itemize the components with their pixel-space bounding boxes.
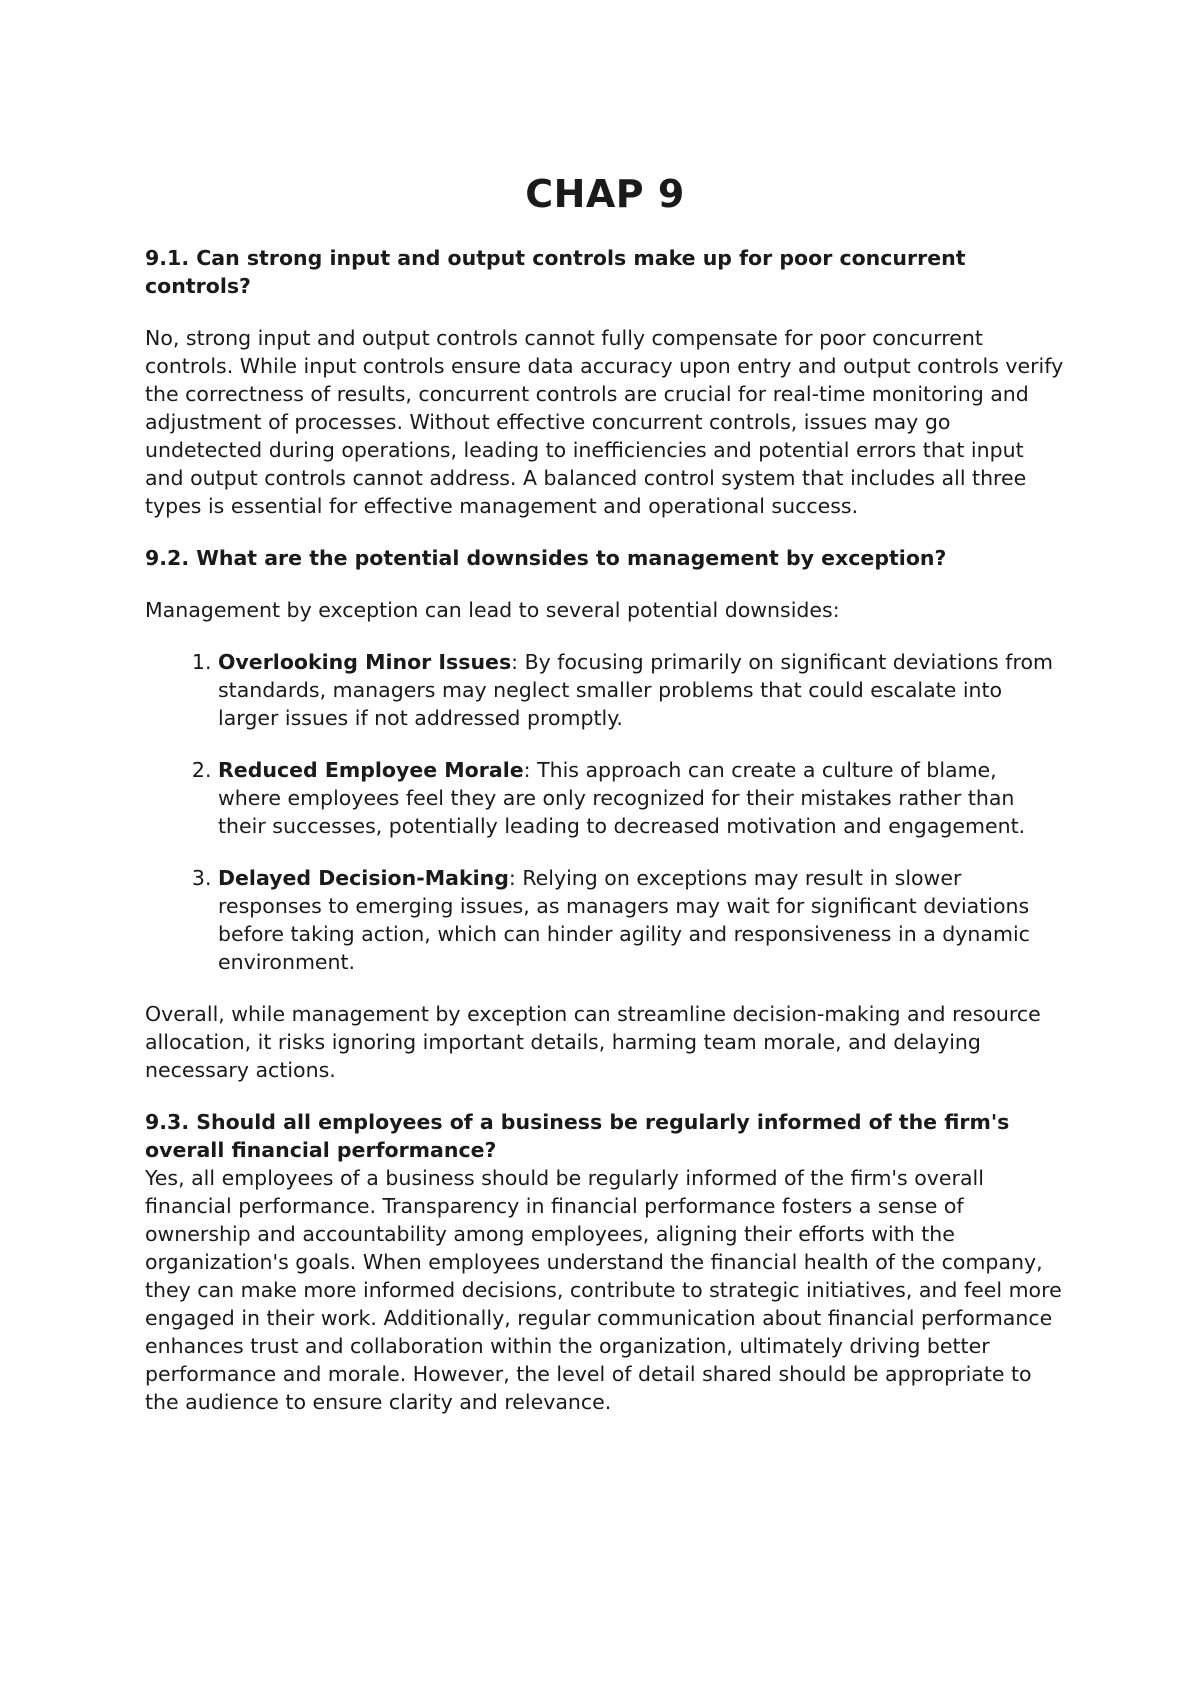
list-item-text: : This approach can create a culture of blame, where employees feel they are only recognized for their mistakes rather than their successes, potentially leading to decreased motivation and engagement.: [218, 758, 1026, 838]
answer-9-3: Yes, all employees of a business should be regularly informed of the firm's overall financial performance. Transparency in financial performance fosters a sense of ownership and accountability among employees, aligning their efforts with the organization's goals. When employees understand the financial health of the company, they can make more informed decisions, contribute to strategic initiatives, and feel more engaged in their work. Additionally, regular communication about financial performance enhances trust and collaboration within the organization, ultimately driving better performance and morale. However, the level of detail shared should be appropriate to the audience to ensure clarity and relevance.: [145, 1166, 1062, 1414]
list-item: [218, 648, 1065, 732]
answer-9-2-conclusion: Overall, while management by exception can streamline decision-making and resource allocation, it risks ignoring important details, harming team morale, and delaying necessary actions.: [145, 1002, 1041, 1082]
list-item-text: : By focusing primarily on significant deviations from standards, managers may neglect smaller problems that could escalate into larger issues if not addressed promptly.: [218, 650, 1053, 730]
question-heading-9-3: 9.3. Should all employees of a business be regularly informed of the firm's overall financial performance?: [145, 1110, 1010, 1162]
list-item-term: Delayed Decision-Making: [218, 866, 509, 890]
question-heading-9-1: 9.1. Can strong input and output controls make up for poor concurrent controls?: [145, 246, 966, 298]
page-title: CHAP 9: [525, 172, 685, 216]
downsides-list: [145, 648, 1065, 976]
answer-9-2-intro: Management by exception can lead to several potential downsides:: [145, 598, 840, 622]
list-item-text: : Relying on exceptions may result in slower responses to emerging issues, as managers may wait for significant deviations before taking action, which can hinder agility and responsiveness in a dynamic environment.: [218, 866, 1030, 974]
list-item-term: Reduced Employee Morale: [218, 758, 524, 782]
list-item: [218, 756, 1065, 840]
question-heading-9-2: 9.2. What are the potential downsides to management by exception?: [145, 546, 947, 570]
list-item: [218, 864, 1065, 976]
answer-9-1: No, strong input and output controls cannot fully compensate for poor concurrent controls. While input controls ensure data accuracy upon entry and output controls verify the correctness of results, concurrent controls are crucial for real-time monitoring and adjustment of processes. Without effective concurrent controls, issues may go undetected during operations, leading to inefficiencies and potential errors that input and output controls cannot address. A balanced control system that includes all three types is essential for effective management and operational success.: [145, 326, 1064, 518]
list-item-term: Overlooking Minor Issues: [218, 650, 512, 674]
document-content: [145, 168, 1065, 1416]
